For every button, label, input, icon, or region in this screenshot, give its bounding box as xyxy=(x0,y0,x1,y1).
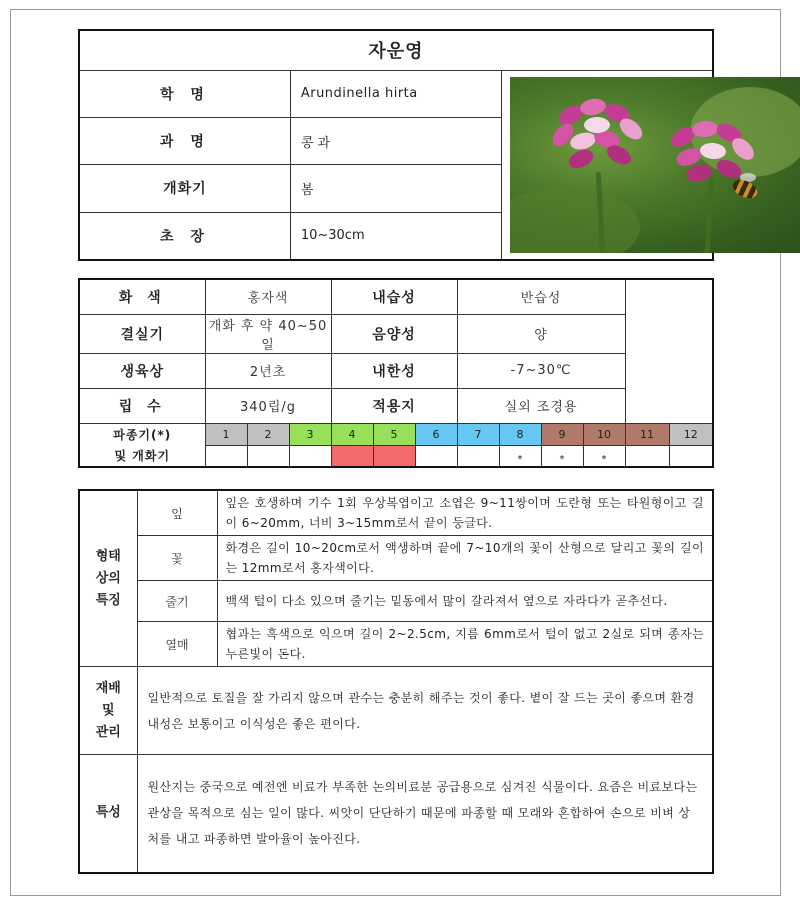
month-marker-cell xyxy=(373,445,415,467)
month-marker-cell xyxy=(331,445,373,467)
month-marker-cell xyxy=(247,445,289,467)
month-marker-cell xyxy=(205,445,247,467)
month-marker-cell: * xyxy=(583,445,625,467)
prop-value: 2년초 xyxy=(205,353,331,388)
part-desc-leaf: 잎은 호생하며 기수 1회 우상복엽이고 소엽은 9~11쌍이며 도란형 또는 타원형이고 길이 6~20mm, 너비 3~15mm로서 끝이 둥글다. xyxy=(217,490,713,536)
month-cell: 2 xyxy=(247,423,289,445)
basic-info-table xyxy=(78,29,714,261)
characteristics-label: 특성 xyxy=(79,755,137,873)
features-table xyxy=(78,489,714,874)
month-marker-cell xyxy=(289,445,331,467)
month-cell: 12 xyxy=(669,423,713,445)
month-cell: 10 xyxy=(583,423,625,445)
height-label: 초 장 xyxy=(79,212,290,259)
month-cell: 11 xyxy=(625,423,669,445)
scientific-name-value: Arundinella hirta xyxy=(290,70,501,117)
family-value: 콩 과 xyxy=(290,117,501,164)
photo-cell xyxy=(502,70,713,260)
prop-label: 립 수 xyxy=(79,388,205,423)
prop-value: 실외 조경용 xyxy=(457,388,625,423)
plant-title: 자운영 xyxy=(79,30,713,70)
characteristics-text: 원산지는 중국으로 예전엔 비료가 부족한 논의비료분 공급용으로 심겨진 식물이다. 요즘은 비료보다는 관상을 목적으로 심는 일이 많다. 씨앗이 단단하기 때문에 파종할 때 모래와 혼합하여 손으로 비벼 상처를 내고 파종하면 발아율이 높아진다. xyxy=(137,755,713,873)
month-cell: 6 xyxy=(415,423,457,445)
flowering-period-label: 및 개화기 xyxy=(79,445,205,467)
month-marker-cell xyxy=(457,445,499,467)
prop-label: 내한성 xyxy=(331,353,457,388)
month-cell: 8 xyxy=(499,423,541,445)
sowing-label: 파종기(*) xyxy=(79,423,205,445)
month-marker-cell xyxy=(625,445,669,467)
part-name-stem: 줄기 xyxy=(137,581,217,622)
prop-value: 340립/g xyxy=(205,388,331,423)
prop-value: 양 xyxy=(457,314,625,353)
family-label: 과 명 xyxy=(79,117,290,164)
prop-label: 음양성 xyxy=(331,314,457,353)
part-name-fruit: 열매 xyxy=(137,622,217,667)
part-name-leaf: 잎 xyxy=(137,490,217,536)
prop-value: -7~30℃ xyxy=(457,353,625,388)
flowering-label: 개화기 xyxy=(79,165,290,212)
prop-label: 화 색 xyxy=(79,279,205,314)
prop-value: 개화 후 약 40~50일 xyxy=(205,314,331,353)
month-cell: 1 xyxy=(205,423,247,445)
month-marker-cell xyxy=(669,445,713,467)
month-cell: 5 xyxy=(373,423,415,445)
part-desc-stem: 백색 털이 다소 있으며 줄기는 밑동에서 많이 갈라져서 옆으로 자라다가 곧추선다. xyxy=(217,581,713,622)
prop-value: 홍자색 xyxy=(205,279,331,314)
part-name-flower: 꽃 xyxy=(137,536,217,581)
height-value: 10~30cm xyxy=(290,212,501,259)
morphology-label: 형태 상의 특징 xyxy=(79,490,137,667)
cultivation-label: 재배 및 관리 xyxy=(79,667,137,755)
flowering-value: 봄 xyxy=(290,165,501,212)
month-marker-cell: * xyxy=(499,445,541,467)
properties-table xyxy=(78,278,714,468)
month-cell: 7 xyxy=(457,423,499,445)
prop-value: 반습성 xyxy=(457,279,625,314)
flower-photo xyxy=(510,77,800,253)
month-cell: 3 xyxy=(289,423,331,445)
month-marker-cell xyxy=(415,445,457,467)
cultivation-text: 일반적으로 토질을 잘 가리지 않으며 관수는 충분히 해주는 것이 좋다. 볕이 잘 드는 곳이 좋으며 환경 내성은 보통이고 이식성은 좋은 편이다. xyxy=(137,667,713,755)
prop-label: 내습성 xyxy=(331,279,457,314)
scientific-name-label: 학 명 xyxy=(79,70,290,117)
prop-label: 적용지 xyxy=(331,388,457,423)
prop-label: 결실기 xyxy=(79,314,205,353)
month-cell: 4 xyxy=(331,423,373,445)
part-desc-fruit: 협과는 흑색으로 익으며 길이 2~2.5cm, 지름 6mm로서 털이 없고 2실로 되며 종자는 누른빛이 돈다. xyxy=(217,622,713,667)
month-marker-cell: * xyxy=(541,445,583,467)
prop-label: 생육상 xyxy=(79,353,205,388)
part-desc-flower: 화경은 길이 10~20cm로서 액생하며 끝에 7~10개의 꽃이 산형으로 달리고 꽃의 길이는 12mm로서 홍자색이다. xyxy=(217,536,713,581)
month-cell: 9 xyxy=(541,423,583,445)
